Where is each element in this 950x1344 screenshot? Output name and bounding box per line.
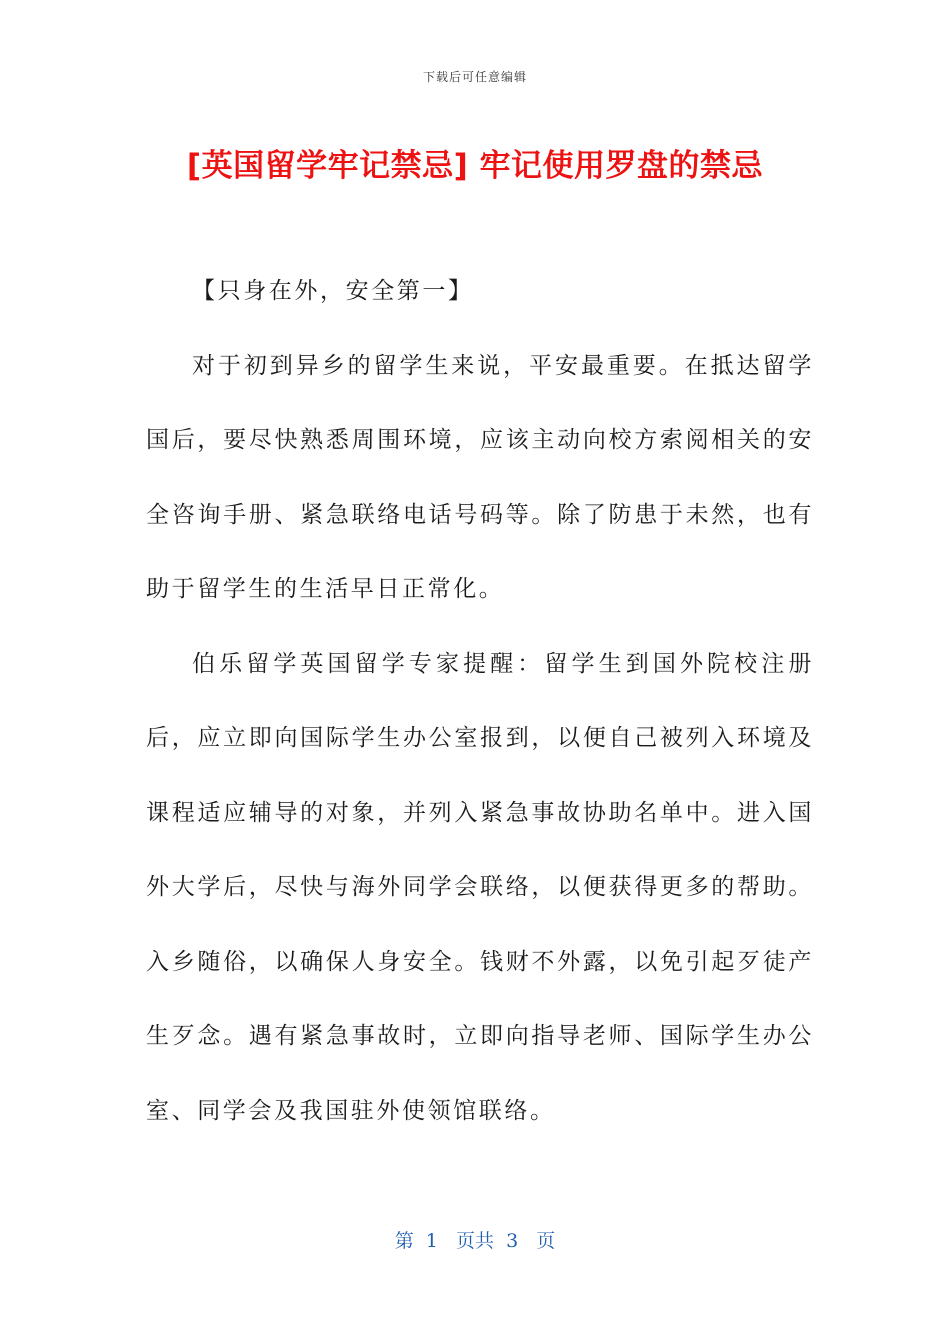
- document-title: [英国留学牢记禁忌] 牢记使用罗盘的禁忌: [186, 148, 764, 184]
- section-heading: 【只身在外，安全第一】: [192, 278, 474, 304]
- document-body: [146, 254, 814, 1148]
- page-number: 第 1 页共 3 页: [394, 1230, 556, 1252]
- paragraph: 伯乐留学英国留学专家提醒：留学生到国外院校注册后，应立即向国际学生办公室报到，以便自己被列入环境及课程适应辅导的对象，并列入紧急事故协助名单中。进入国外大学后，尽快与海外同学会联络，以便获得更多的帮助。入乡随俗，以确保人身安全。钱财不外露，以免引起歹徒产生歹念。遇有紧急事故时，立即向指导老师、国际学生办公室、同学会及我国驻外使领馆联络。: [146, 650, 814, 1124]
- paragraph: 对于初到异乡的留学生来说，平安最重要。在抵达留学国后，要尽快熟悉周围环境，应该主动向校方索阅相关的安全咨询手册、紧急联络电话号码等。除了防患于未然，也有助于留学生的生活早日正常化。: [146, 352, 814, 602]
- header-note: 下载后可任意编辑: [422, 70, 527, 84]
